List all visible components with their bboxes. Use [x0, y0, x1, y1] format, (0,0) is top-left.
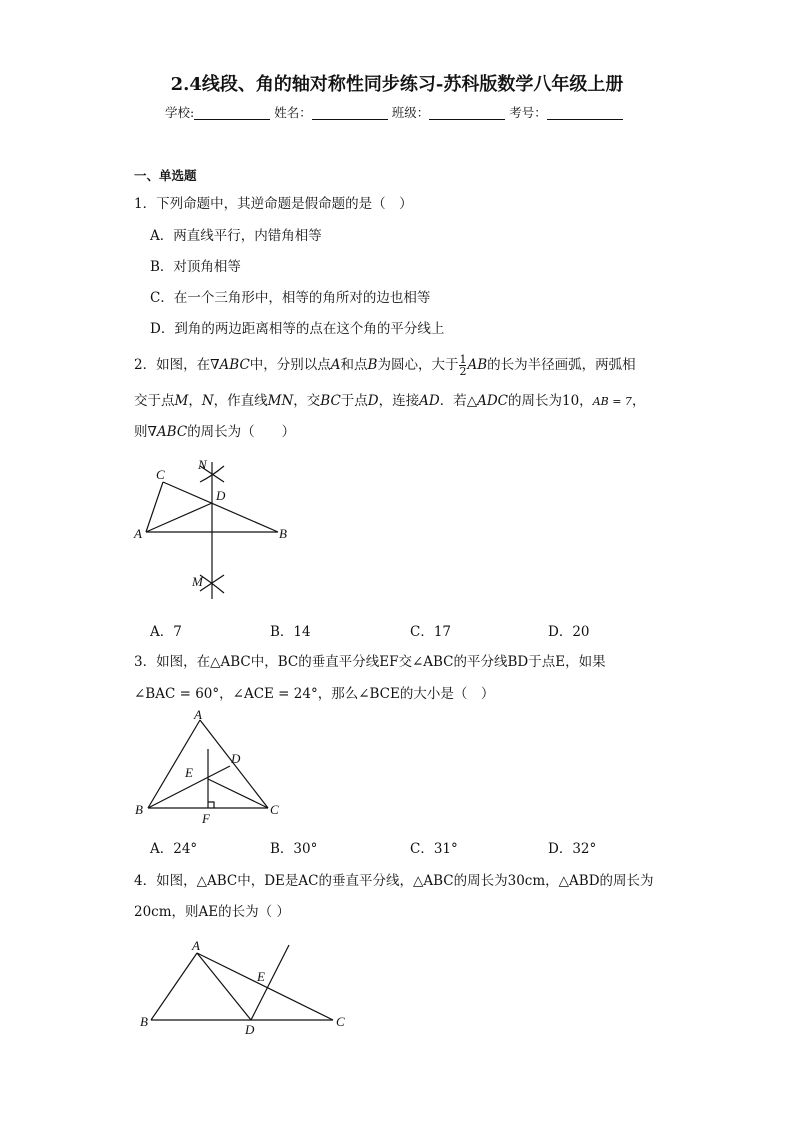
- q4-line2: 20cm，则AE的长为（ ）: [134, 904, 290, 920]
- q2-option-a: A．7: [150, 624, 182, 640]
- school-blank: [194, 105, 270, 120]
- q3-line1: 3．如图，在△ABC中，BC的垂直平分线EF交∠ABC的平分线BD于点E，如果: [134, 654, 606, 670]
- exam-no-label: 考号：: [509, 105, 547, 120]
- fig3-label-d: D: [231, 751, 241, 766]
- q1-option-b: B．对顶角相等: [150, 259, 241, 275]
- q1-stem: 1．下列命题中，其逆命题是假命题的是（ ）: [134, 196, 413, 212]
- fig3-label-c: C: [270, 802, 279, 817]
- fig3-label-a: A: [194, 707, 202, 722]
- fig2-label-m: M: [192, 574, 203, 589]
- fig2-label-b: B: [279, 526, 287, 541]
- class-blank: [429, 105, 505, 120]
- q2-line1: 2．如图，在∇ABC中，分别以点A和点B为圆心，大于 $\frac{1}{2}$ AB的长为半径画弧，两弧相: [134, 353, 636, 378]
- fig2-label-a: A: [134, 526, 142, 541]
- section-heading: 一、单选题: [134, 168, 197, 183]
- fig3-label-b: B: [135, 802, 143, 817]
- q3-figure: [130, 705, 290, 830]
- q4-figure: [135, 935, 355, 1035]
- q2-option-b: B．14: [270, 624, 311, 640]
- q1-option-d: D．到角的两边距离相等的点在这个角的平分线上: [150, 321, 445, 337]
- q3-line2: ∠BAC = 60°，∠ACE = 24°，那么∠BCE的大小是（ ）: [134, 686, 495, 702]
- fraction-one-half: $\frac{1}{2}$: [459, 353, 467, 378]
- fig4-label-d: D: [245, 1022, 255, 1035]
- fig3-label-e: E: [185, 765, 193, 780]
- q4-line1: 4．如图，△ABC中，DE是AC的垂直平分线，△ABC的周长为30cm，△ABD的周长为: [134, 873, 654, 889]
- q2-figure: [128, 452, 298, 604]
- q3-option-d: D．32°: [548, 841, 597, 857]
- class-label: 班级：: [391, 105, 430, 120]
- page-title: 2.4线段、角的轴对称性同步练习-苏科版数学八年级上册: [170, 74, 624, 95]
- q2-option-d: D．20: [548, 624, 590, 640]
- fig2-label-n: N: [198, 457, 207, 472]
- name-label: 姓名：: [274, 105, 312, 120]
- fig3-label-f: F: [202, 811, 210, 826]
- q2-line3: 则∇ABC的周长为（ ）: [134, 424, 296, 440]
- q2-line2: 交于点M，N，作直线MN，交BC于点D，连接AD．若△ADC的周长为10，AB = 7，: [134, 393, 646, 409]
- q1-option-a: A．两直线平行，内错角相等: [150, 228, 322, 244]
- q3-option-b: B．30°: [270, 841, 318, 857]
- fig4-label-a: A: [192, 938, 200, 953]
- q1-option-c: C．在一个三角形中，相等的角所对的边也相等: [150, 290, 431, 306]
- name-blank: [312, 105, 388, 120]
- fig2-label-c: C: [156, 467, 165, 482]
- q2-option-c: C．17: [410, 624, 452, 640]
- fig2-label-d: D: [216, 488, 226, 503]
- fig4-label-c: C: [336, 1014, 345, 1029]
- student-info: [165, 103, 623, 121]
- q3-option-a: A．24°: [150, 841, 198, 857]
- q3-option-c: C．31°: [410, 841, 458, 857]
- exam-no-blank: [547, 105, 623, 120]
- fig4-label-b: B: [140, 1014, 148, 1029]
- fig4-label-e: E: [257, 969, 265, 984]
- school-label: 学校:: [165, 105, 195, 120]
